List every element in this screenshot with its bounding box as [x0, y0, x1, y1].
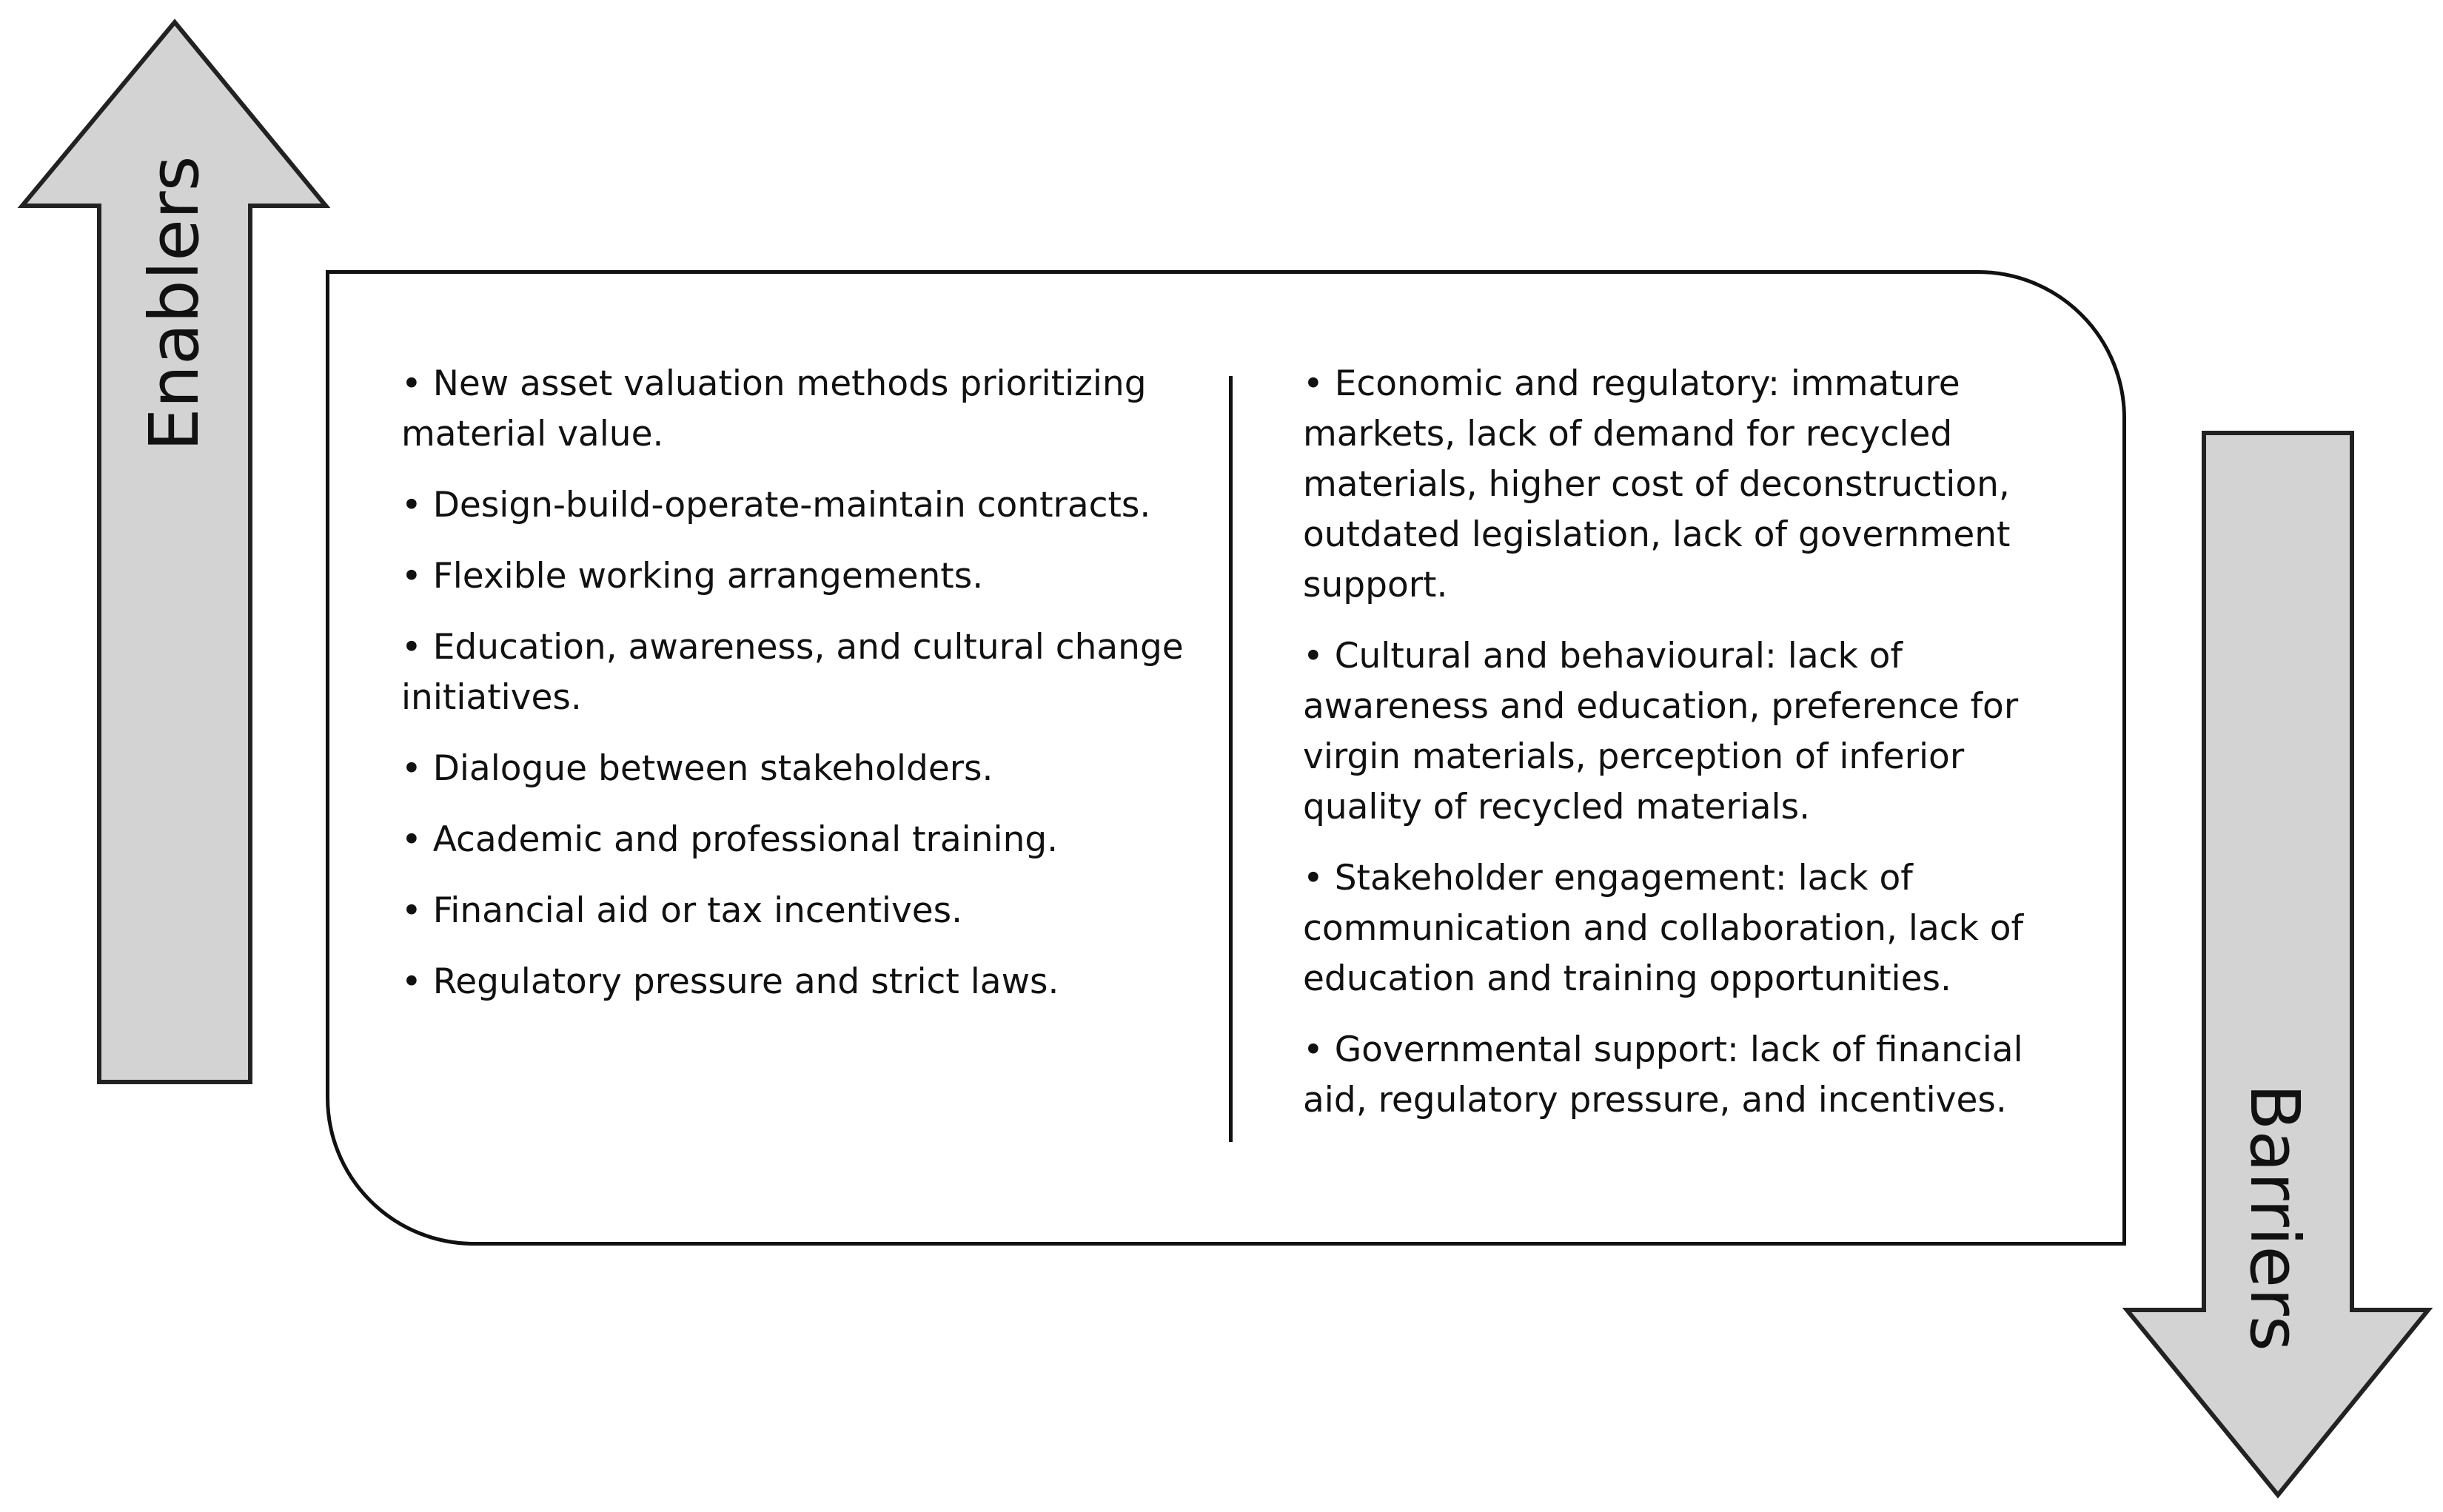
column-divider — [1229, 376, 1233, 1142]
bullet: • — [401, 627, 422, 668]
enabler-text: Design-build-operate-maintain contracts. — [432, 485, 1151, 525]
barriers-label: Barriers — [2235, 1083, 2314, 1351]
barrier-text: Economic and regulatory: immature markets, lack of demand for recycled materials, higher cost of deconstruction, outdated legislation, lack of government support. — [1303, 363, 2011, 605]
barrier-item — [1303, 631, 2080, 833]
enabler-item — [401, 480, 1201, 531]
bullet: • — [401, 748, 422, 789]
bullet: • — [401, 485, 422, 525]
enabler-text: New asset valuation methods prioritizing material value. — [401, 363, 1147, 454]
barriers-list — [1303, 359, 2080, 1126]
bullet: • — [401, 961, 422, 1002]
barrier-item — [1303, 359, 2080, 611]
enabler-text: Academic and professional training. — [432, 819, 1059, 860]
enabler-item — [401, 744, 1201, 794]
bullet: • — [1303, 363, 1324, 404]
enablers-list — [401, 359, 1201, 1007]
enabler-text: Regulatory pressure and strict laws. — [432, 961, 1059, 1002]
enabler-item — [401, 957, 1201, 1007]
enabler-item — [401, 551, 1201, 602]
barrier-item — [1303, 1025, 2080, 1126]
bullet: • — [1303, 858, 1324, 898]
bullet: • — [1303, 636, 1324, 676]
enabler-text: Dialogue between stakeholders. — [432, 748, 993, 789]
barrier-text: Cultural and behavioural: lack of awareness and education, preference for virgin materials, perception of inferior quality of recycled materials. — [1303, 636, 2019, 827]
bullet: • — [1303, 1029, 1324, 1070]
enabler-item — [401, 359, 1201, 460]
enabler-text: Financial aid or tax incentives. — [432, 890, 963, 931]
enabler-text: Education, awareness, and cultural change initiatives. — [401, 627, 1184, 718]
bullet: • — [401, 363, 422, 404]
barrier-item — [1303, 853, 2080, 1004]
enabler-text: Flexible working arrangements. — [432, 556, 984, 597]
enablers-label: Enablers — [135, 155, 214, 451]
enabler-item — [401, 815, 1201, 865]
barrier-text: Governmental support: lack of financial aid, regulatory pressure, and incentives. — [1303, 1029, 2023, 1120]
enabler-item — [401, 886, 1201, 936]
enabler-item — [401, 622, 1201, 723]
barrier-text: Stakeholder engagement: lack of communication and collaboration, lack of education and training opportunities. — [1303, 858, 2024, 999]
bullet: • — [401, 819, 422, 860]
bullet: • — [401, 890, 422, 931]
bullet: • — [401, 556, 422, 597]
